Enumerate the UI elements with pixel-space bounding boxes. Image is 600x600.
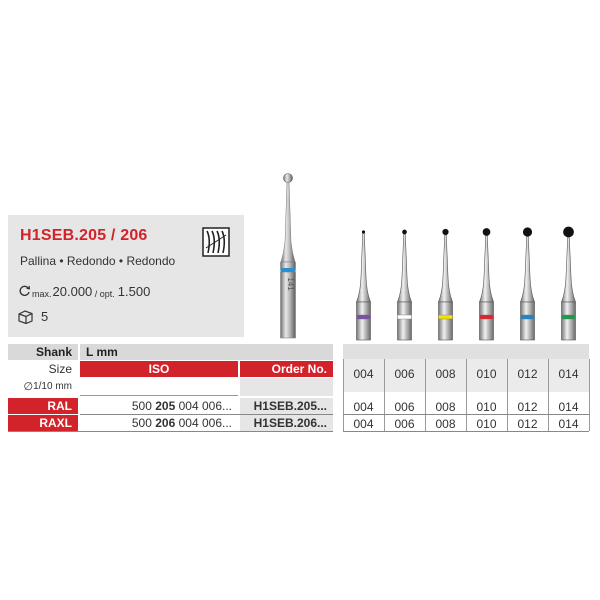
row-divider <box>80 414 333 415</box>
iso-number <box>80 398 238 414</box>
size-header-006: 006 <box>394 367 415 381</box>
bur-size-014 <box>562 227 576 340</box>
bur-size-010 <box>480 228 494 340</box>
size-cell: 006 <box>394 417 415 431</box>
size-bur-illustrations <box>343 222 589 342</box>
row-divider <box>343 414 589 415</box>
column-divider <box>589 359 590 431</box>
speed-info <box>18 281 150 299</box>
size-table <box>343 344 589 431</box>
iso-number <box>80 415 238 431</box>
order-spacer <box>240 378 333 396</box>
bur-size-004 <box>357 230 371 340</box>
rotation-arrow-icon <box>18 284 31 297</box>
speed-opt-value: 1.500 <box>117 284 151 299</box>
shank-header: Shank <box>8 344 78 360</box>
size-cell: 004 <box>353 417 374 431</box>
size-cell: 008 <box>435 417 456 431</box>
row-divider <box>8 431 333 432</box>
size-header-004: 004 <box>353 367 374 381</box>
iso-code: 206 <box>155 416 176 430</box>
size-header-008: 008 <box>435 367 456 381</box>
row-divider <box>343 431 589 432</box>
size-cell: 010 <box>476 417 497 431</box>
diameter-symbol: ∅ <box>23 380 34 393</box>
pack-quantity: 5 <box>41 309 49 324</box>
size-label: Size <box>48 362 72 376</box>
product-title: H1SEB.205 / 206 <box>20 227 148 244</box>
carbide-blade-symbol-icon <box>202 227 230 257</box>
color-ring <box>562 315 576 319</box>
shape-names: Pallina • Redondo • Redondo <box>20 254 176 268</box>
bur-size-008 <box>439 229 453 340</box>
diameter-label <box>8 378 78 394</box>
size-header-012: 012 <box>517 367 538 381</box>
speed-opt-prefix: / opt. <box>92 289 115 299</box>
length-header: L mm <box>80 344 333 360</box>
size-cell: 006 <box>394 400 415 414</box>
shank-type-ral: RAL <box>8 398 78 414</box>
size-cell: 010 <box>476 400 497 414</box>
blue-shank-ring <box>281 268 296 272</box>
shank-marking: 141 <box>286 277 295 291</box>
pack-info <box>18 309 48 324</box>
diameter-unit: 1/10 mm <box>33 380 72 392</box>
package-box-icon <box>18 310 33 324</box>
iso-sizes: 004 006... <box>178 399 232 413</box>
shank-type-raxl: RAXL <box>8 415 78 431</box>
size-cell: 012 <box>517 400 538 414</box>
order-number: H1SEB.206... <box>240 415 333 431</box>
color-ring <box>398 315 412 319</box>
color-ring <box>439 315 453 319</box>
size-header-010: 010 <box>476 367 497 381</box>
iso-sizes: 004 006... <box>178 416 232 430</box>
product-info-panel <box>8 215 244 337</box>
color-ring <box>357 315 371 319</box>
large-bur-illustration <box>268 172 308 340</box>
color-ring <box>480 315 494 319</box>
iso-header: ISO <box>80 361 238 377</box>
size-cell: 004 <box>353 400 374 414</box>
size-header-014: 014 <box>558 367 579 381</box>
speed-max-prefix: max. <box>32 289 52 299</box>
size-cell: 008 <box>435 400 456 414</box>
iso-spacer <box>80 378 238 396</box>
bur-size-006 <box>398 230 412 340</box>
iso-prefix: 500 <box>131 416 152 430</box>
size-cell: 014 <box>558 417 579 431</box>
size-cell: 014 <box>558 400 579 414</box>
order-number: H1SEB.205... <box>240 398 333 414</box>
iso-prefix: 500 <box>131 399 152 413</box>
color-ring <box>521 315 535 319</box>
speed-max-value: 20.000 <box>52 284 93 299</box>
size-table-top <box>343 344 589 359</box>
order-no-header: Order No. <box>240 361 333 377</box>
size-cell: 012 <box>517 417 538 431</box>
iso-code: 205 <box>155 399 176 413</box>
bur-size-012 <box>521 227 535 340</box>
